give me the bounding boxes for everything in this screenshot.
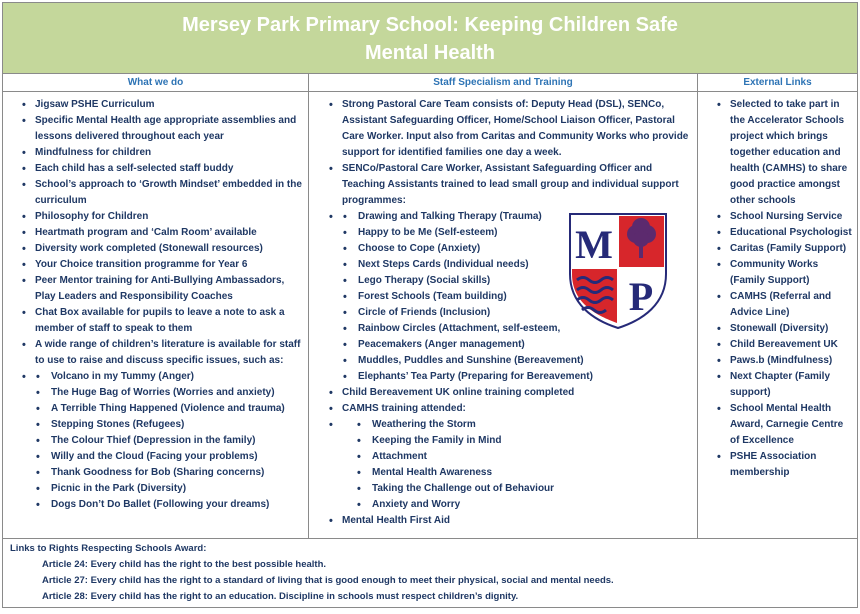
column-header: What we do: [3, 74, 308, 92]
list-item: • Child Bereavement UK online training completed: [342, 385, 691, 401]
list-item: • Chat Box available for pupils to leave a note to ask a member of staff to speak to them: [35, 305, 302, 337]
list-item: • PSHE Association membership: [730, 449, 853, 481]
list-item: • Strong Pastoral Care Team consists of: Deputy Head (DSL), SENCo, Assistant Safeguarding Officer, Home/School Liaison Officer, Pastoral Care Worker. Input also from Caritas and Community Works who provide support for identified families one day a week.: [342, 97, 691, 161]
camhs-item: • • Weathering the Storm: [372, 417, 691, 433]
list-item: • Stonewall (Diversity): [730, 321, 853, 337]
book-item: • The Huge Bag of Worries (Worries and anxiety): [51, 385, 302, 401]
column-external-links: [698, 74, 857, 538]
list-item: • School’s approach to ‘Growth Mindset’ embedded in the curriculum: [35, 177, 302, 209]
programme-item: • Circle of Friends (Inclusion): [358, 305, 691, 321]
list-item: • SENCo/Pastoral Care Worker, Assistant Safeguarding Officer and Teaching Assistants trained to lead small group and individual support programmes:: [342, 161, 691, 209]
book-item: • Stepping Stones (Refugees): [51, 417, 302, 433]
article-line: Article 27: Every child has the right to a standard of living that is good enough to meet their physical, social and mental needs.: [42, 575, 614, 586]
list-item: • Next Chapter (Family support): [730, 369, 853, 401]
article-line: Article 28: Every child has the right to an education. Discipline in schools must respect children’s dignity.: [42, 591, 519, 602]
book-item: • • Volcano in my Tummy (Anger): [51, 369, 302, 385]
programme-item: • Rainbow Circles (Attachment, self-esteem,: [358, 321, 691, 337]
list-item: • Jigsaw PSHE Curriculum: [35, 97, 302, 113]
rights-respecting-footer: [3, 539, 857, 605]
list-item: • Child Bereavement UK: [730, 337, 853, 353]
programme-item: • Choose to Cope (Anxiety): [358, 241, 691, 257]
camhs-item: • Mental Health Awareness: [372, 465, 691, 481]
list-item: • Mindfulness for children: [35, 145, 302, 161]
list-item: • Selected to take part in the Accelerator Schools project which brings together education and health (CAMHS) to share good practice amongst other schools: [730, 97, 853, 209]
list-item: • Heartmath program and ‘Calm Room’ available: [35, 225, 302, 241]
camhs-item: • Taking the Challenge out of Behaviour: [372, 481, 691, 497]
programme-item: • Peacemakers (Anger management): [358, 337, 691, 353]
camhs-item: • Anxiety and Worry: [372, 497, 691, 513]
camhs-list-wrapper: [342, 417, 691, 513]
book-item: • Picnic in the Park (Diversity): [51, 481, 302, 497]
list-item: • School Nursing Service: [730, 209, 853, 225]
book-item: • A Terrible Thing Happened (Violence and trauma): [51, 401, 302, 417]
external-links-list: [698, 92, 857, 481]
safeguarding-poster: [2, 2, 858, 608]
crest-letter-m: M: [575, 222, 613, 267]
programme-item: • Muddles, Puddles and Sunshine (Bereavement): [358, 353, 691, 369]
list-item: • Diversity work completed (Stonewall resources): [35, 241, 302, 257]
programme-item: • Next Steps Cards (Individual needs): [358, 257, 691, 273]
book-item: • Dogs Don’t Do Ballet (Following your dreams): [51, 497, 302, 513]
column-header: External Links: [698, 74, 857, 92]
list-item: • CAMHS training attended:: [342, 401, 691, 417]
content-columns: [3, 74, 857, 539]
list-item: • Community Works (Family Support): [730, 257, 853, 289]
list-item: • Specific Mental Health age appropriate assemblies and lessons delivered throughout each year: [35, 113, 302, 145]
book-item: • Thank Goodness for Bob (Sharing concerns): [51, 465, 302, 481]
book-item: • Willy and the Cloud (Facing your problems): [51, 449, 302, 465]
footer-title: Links to Rights Respecting Schools Award:: [10, 543, 207, 554]
page-subtitle: Mental Health: [364, 42, 496, 64]
page-title: Mersey Park Primary School: Keeping Children Safe: [182, 14, 678, 36]
list-item: • Caritas (Family Support): [730, 241, 853, 257]
programme-item: • Happy to be Me (Self-esteem): [358, 225, 691, 241]
school-crest-logo: [568, 212, 668, 330]
column-staff-training: [309, 74, 698, 538]
crest-letter-p: P: [628, 274, 654, 319]
list-item: • CAMHS (Referral and Advice Line): [730, 289, 853, 321]
what-we-do-list: [3, 92, 308, 513]
programme-item: • Elephants’ Tea Party (Preparing for Bereavement): [358, 369, 691, 385]
list-item: • Peer Mentor training for Anti-Bullying Ambassadors, Play Leaders and Responsibility Coaches: [35, 273, 302, 305]
column-header: Staff Specialism and Training: [309, 74, 697, 92]
title-banner: [3, 3, 857, 74]
list-item: • Paws.b (Mindfulness): [730, 353, 853, 369]
column-what-we-do: [3, 74, 309, 538]
book-item: • The Colour Thief (Depression in the family): [51, 433, 302, 449]
programme-item: • • Drawing and Talking Therapy (Trauma): [358, 209, 691, 225]
camhs-item: • Attachment: [372, 449, 691, 465]
programme-item: • Forest Schools (Team building): [358, 289, 691, 305]
book-list: [35, 369, 302, 513]
article-line: Article 24: Every child has the right to the best possible health.: [42, 559, 327, 570]
list-item: • Educational Psychologist: [730, 225, 853, 241]
list-item: • Your Choice transition programme for Year 6: [35, 257, 302, 273]
book-list-wrapper: [35, 369, 302, 513]
list-item: • School Mental Health Award, Carnegie Centre of Excellence: [730, 401, 853, 449]
camhs-training-list: [342, 417, 691, 513]
list-item: • Each child has a self-selected staff buddy: [35, 161, 302, 177]
list-item: • A wide range of children’s literature is available for staff to use to raise and discuss specific issues, such as:: [35, 337, 302, 369]
list-item: • Philosophy for Children: [35, 209, 302, 225]
programme-item: • Lego Therapy (Social skills): [358, 273, 691, 289]
list-item: • Mental Health First Aid: [342, 513, 691, 529]
camhs-item: • Keeping the Family in Mind: [372, 433, 691, 449]
